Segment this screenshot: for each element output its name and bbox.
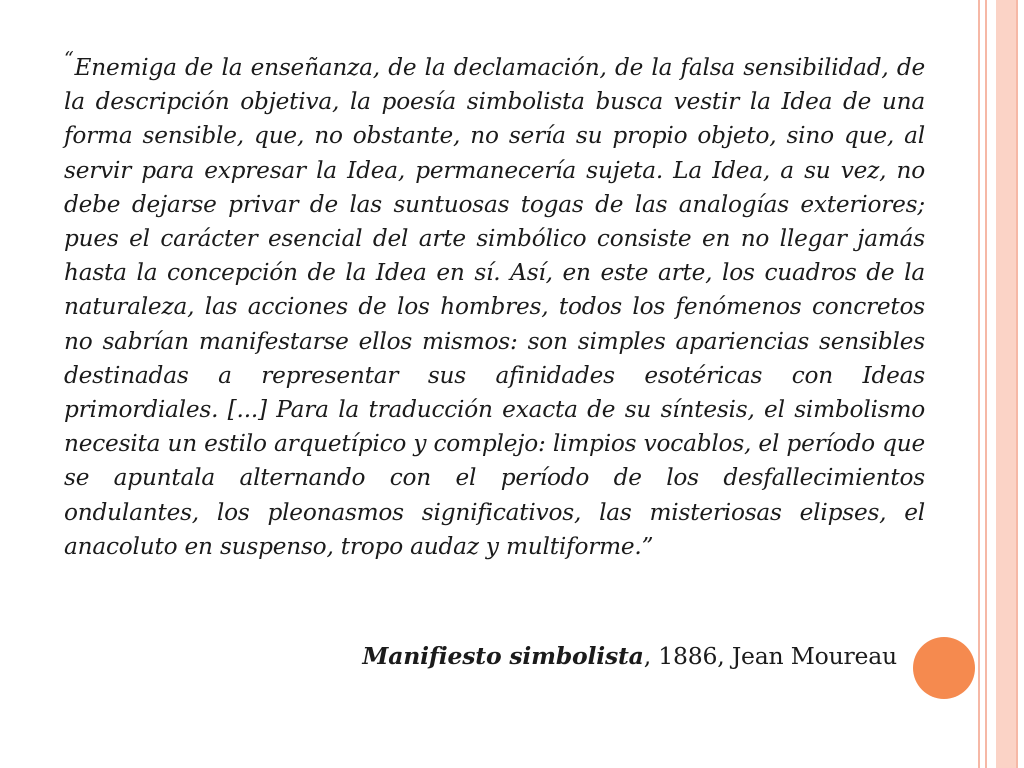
attribution-separator-2: , bbox=[717, 642, 732, 670]
work-title: Manifiesto simbolista bbox=[362, 642, 644, 670]
frame-band bbox=[996, 0, 1016, 768]
quote-open-mark: “ bbox=[64, 47, 74, 70]
attribution-separator-1: , bbox=[643, 642, 659, 670]
frame-line-right bbox=[985, 0, 987, 768]
author-name: Jean Moureau bbox=[731, 642, 897, 670]
accent-circle bbox=[913, 637, 975, 699]
quote-body: Enemiga de la enseñanza, de la declamación, de la falsa sensibilidad, de la descripción objetiva, la poesía simbolista busca vestir la Idea de una forma sensible, que, no obstante, no sería su propio objeto, sino que, al servir para expresar la Idea, permanecería sujeta. La Idea, a su vez, no debe dejarse privar de las suntuosas togas de las analogías exteriores; pues el carácter esencial del arte simbólico consiste en no llegar jamás hasta la concepción de la Idea en sí. Así, en este arte, los cuadros de la naturaleza, las acciones de los hombres, todos los fenómenos concretos no sabrían manifestarse ellos mismos: son simples apariencias sensibles destinadas a representar sus afinidades esotéricas con Ideas primordiales. [...] Para la traducción exacta de su síntesis, el simbolismo necesita un estilo arquetípico y complejo: limpios vocablos, el período que se apuntala alternando con el período de los desfallecimientos ondulantes, los pleonasmos significativos, las misteriosas elipses, el anacoluto en suspenso, tropo audaz y multiforme.” bbox=[64, 54, 925, 560]
quote-text bbox=[64, 47, 925, 564]
frame-band-edge bbox=[1016, 0, 1018, 768]
attribution bbox=[362, 642, 897, 670]
publication-year: 1886 bbox=[658, 642, 718, 670]
frame-line-left bbox=[978, 0, 980, 768]
